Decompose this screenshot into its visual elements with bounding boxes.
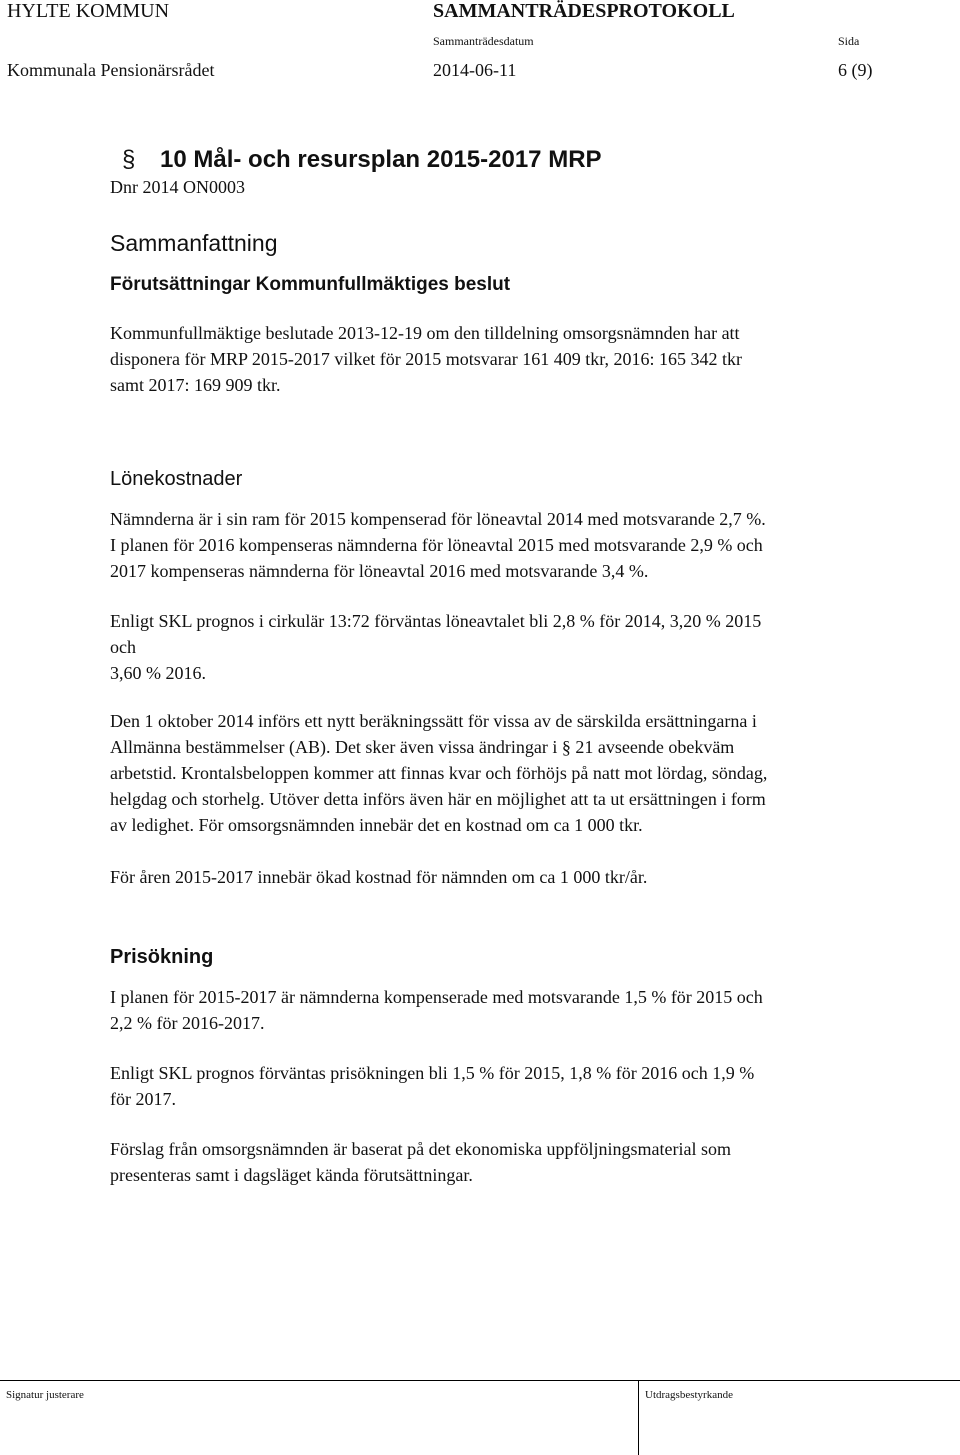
extract-box xyxy=(639,1381,960,1455)
text-line: 3,60 % 2016. xyxy=(110,663,206,683)
date-label: Sammanträdesdatum xyxy=(433,34,534,48)
section-title: 10 Mål- och resursplan 2015-2017 MRP xyxy=(160,146,602,173)
price-heading: Prisökning xyxy=(110,946,214,968)
signature-label: Signatur justerare xyxy=(6,1389,84,1401)
salary-paragraph-1 xyxy=(110,506,930,584)
text-line: Allmänna bestämmelser (AB). Det sker även vissa ändringar i § 21 avseende obekväm xyxy=(110,737,735,757)
meeting-date: 2014-06-11 xyxy=(433,60,517,80)
text-line: Enligt SKL prognos förväntas prisökningen bli 1,5 % för 2015, 1,8 % för 2016 och 1,9 % xyxy=(110,1063,755,1083)
text-line: Kommunfullmäktige beslutade 2013-12-19 om den tilldelning omsorgsnämnden har att xyxy=(110,323,740,343)
text-line: och xyxy=(110,637,136,657)
text-line: Den 1 oktober 2014 införs ett nytt beräkningssätt för vissa av de särskilda ersättningarna i xyxy=(110,711,757,731)
prerequisites-paragraph xyxy=(110,320,930,398)
signature-box xyxy=(0,1381,639,1455)
text-line: disponera för MRP 2015-2017 vilket för 2015 motsvarar 161 409 tkr, 2016: 165 342 tkr xyxy=(110,349,743,369)
text-line: I planen för 2016 kompenseras nämnderna för löneavtal 2015 med motsvarande 2,9 % och xyxy=(110,535,763,555)
case-number: Dnr 2014 ON0003 xyxy=(110,177,245,197)
section-symbol-icon: § xyxy=(122,146,136,173)
signature-footer xyxy=(0,1380,960,1455)
text-line: För åren 2015-2017 innebär ökad kostnad för nämnden om ca 1 000 tkr/år. xyxy=(110,867,648,887)
text-line: 2,2 % för 2016-2017. xyxy=(110,1013,265,1033)
text-line: 2017 kompenseras nämnderna för löneavtal 2016 med motsvarande 3,4 %. xyxy=(110,561,649,581)
document-type: SAMMANTRÄDESPROTOKOLL xyxy=(433,0,735,22)
salary-paragraph-2 xyxy=(110,608,930,686)
extract-label: Utdragsbestyrkande xyxy=(645,1389,733,1401)
price-paragraph-3 xyxy=(110,1136,930,1188)
text-line: Nämnderna är i sin ram för 2015 kompenserad för löneavtal 2014 med motsvarande 2,7 %. xyxy=(110,509,766,529)
page-number: 6 (9) xyxy=(838,60,873,80)
text-line: för 2017. xyxy=(110,1089,176,1109)
salary-heading: Lönekostnader xyxy=(110,468,243,490)
text-line: I planen för 2015-2017 är nämnderna kompenserade med motsvarande 1,5 % för 2015 och xyxy=(110,987,763,1007)
price-paragraph-2 xyxy=(110,1060,930,1112)
text-line: arbetstid. Krontalsbeloppen kommer att finnas kvar och förhöjs på natt mot lördag, söndag, xyxy=(110,763,768,783)
text-line: samt 2017: 169 909 tkr. xyxy=(110,375,281,395)
text-line: av ledighet. För omsorgsnämnden innebär det en kostnad om ca 1 000 tkr. xyxy=(110,815,643,835)
salary-paragraph-3 xyxy=(110,708,930,838)
text-line: presenteras samt i dagsläget kända förutsättningar. xyxy=(110,1165,473,1185)
prerequisites-heading: Förutsättningar Kommunfullmäktiges beslut xyxy=(110,274,511,295)
text-line: Enligt SKL prognos i cirkulär 13:72 förväntas löneavtalet bli 2,8 % för 2014, 3,20 % 2015 xyxy=(110,611,762,631)
price-paragraph-1 xyxy=(110,984,930,1036)
text-line: Förslag från omsorgsnämnden är baserat på det ekonomiska uppföljningsmaterial som xyxy=(110,1139,732,1159)
text-line: helgdag och storhelg. Utöver detta införs även här en möjlighet att ta ut ersättningen i form xyxy=(110,789,766,809)
body-name: Kommunala Pensionärsrådet xyxy=(7,60,215,80)
summary-heading: Sammanfattning xyxy=(110,230,278,256)
salary-paragraph-4 xyxy=(110,864,930,890)
municipality-name: HYLTE KOMMUN xyxy=(7,0,170,22)
page-label: Sida xyxy=(838,34,860,48)
